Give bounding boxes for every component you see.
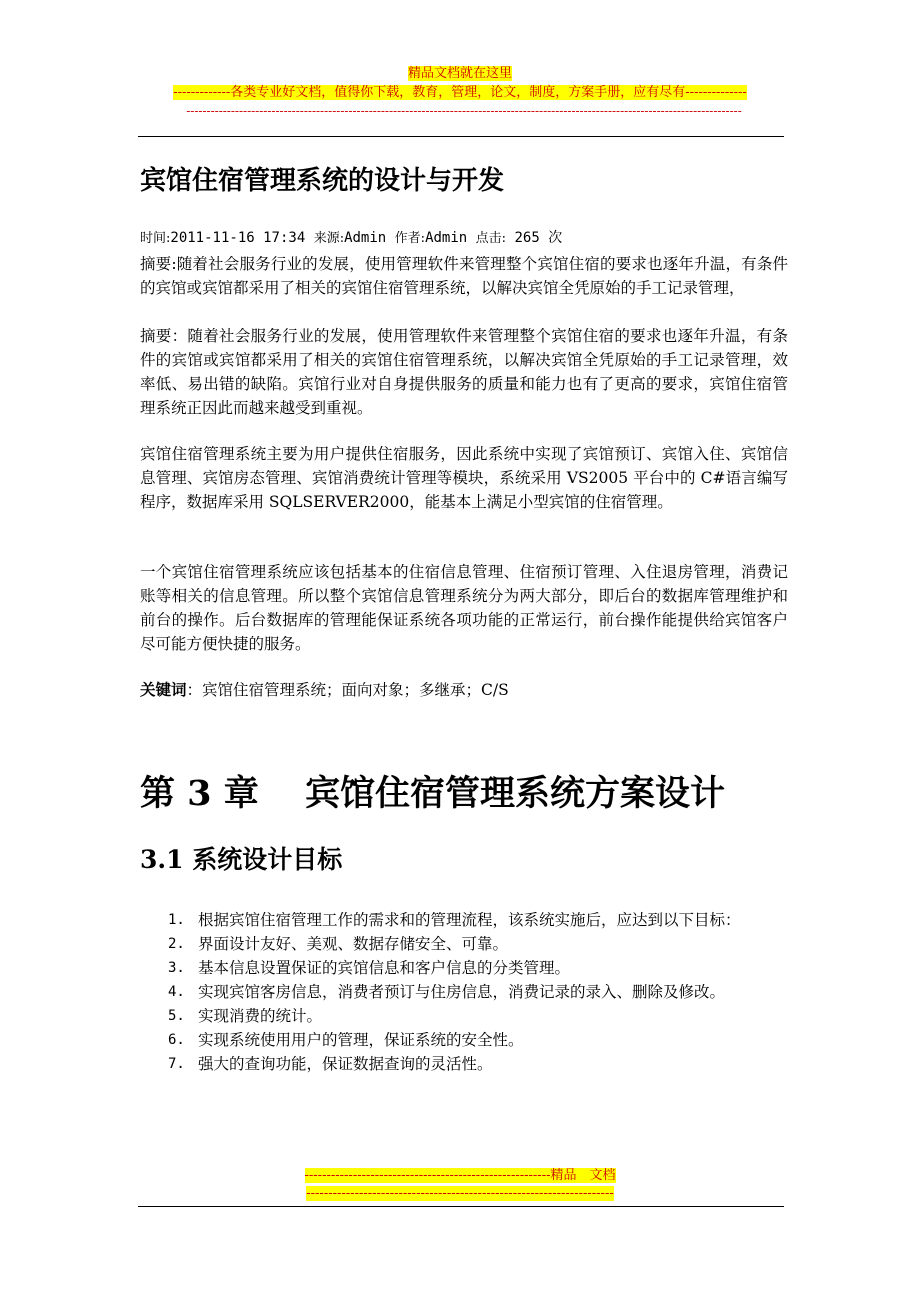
list-item-number: 1. <box>168 912 185 928</box>
abstract-short: 摘要:随着社会服务行业的发展，使用管理软件来管理整个宾馆住宿的要求也逐年升温，有条件的宾馆或宾馆都采用了相关的宾馆住宿管理系统，以解决宾馆全凭原始的手工记录管理， <box>140 255 788 297</box>
footer-banner-line1 <box>0 1168 920 1184</box>
list-item <box>140 1004 788 1028</box>
header-banner-slogan <box>0 85 920 101</box>
list-item <box>140 932 788 956</box>
list-item-number: 6. <box>168 1032 185 1048</box>
list-item-number: 4. <box>168 984 185 1000</box>
meta-clicks-label: 点击: <box>475 231 507 246</box>
list-item <box>140 980 788 1004</box>
keywords-line <box>140 678 788 702</box>
keywords-label: 关键词 <box>140 680 187 699</box>
header-banner-title <box>0 66 920 82</box>
meta-author-label: 作者: <box>394 231 426 246</box>
meta-author: Admin <box>425 230 468 246</box>
list-item-number: 2. <box>168 936 185 952</box>
meta-source-label: 来源: <box>313 231 345 246</box>
list-item <box>140 956 788 980</box>
paragraph-system-overview: 宾馆住宿管理系统主要为用户提供住宿服务，因此系统中实现了宾馆预订、宾馆入住、宾馆信息管理、宾馆房态管理、宾馆消费统计管理等模块，系统采用 VS2005 平台中的 C#语言编写程序，数据库采用 SQLSERVER2000，能基本上满足小型宾馆的住宿管理。 <box>140 445 788 511</box>
list-item-text: 根据宾馆住宿管理工作的需求和的管理流程，该系统实施后，应达到以下目标： <box>198 911 741 929</box>
header-banner-title-text: 精品文档就在这里 <box>407 66 512 81</box>
article-meta <box>140 228 562 249</box>
list-item-text: 实现消费的统计。 <box>198 1007 323 1025</box>
meta-source: Admin <box>344 230 387 246</box>
header-dash-line: ----------------------------------------------------------------------------------------------------------------------------------------- <box>186 104 742 118</box>
list-item-number: 5. <box>168 1008 185 1024</box>
paragraph-system-structure: 一个宾馆住宿管理系统应该包括基本的住宿信息管理、住宿预订管理、入住退房管理，消费记账等相关的信息管理。所以整个宾馆信息管理系统分为两大部分，即后台的数据库管理维护和前台的操作。后台数据库的管理能保证系统各项功能的正常运行，前台操作能提供给宾馆客户尽可能方便快捷的服务。 <box>140 563 788 653</box>
footer-banner-line2 <box>0 1186 920 1202</box>
chapter-name: 宾馆住宿管理系统方案设计 <box>305 773 726 814</box>
list-item-text: 实现宾馆客房信息，消费者预订与住房信息，消费记录的录入、删除及修改。 <box>198 983 726 1001</box>
meta-clicks: 265 次 <box>514 230 563 246</box>
list-item-number: 3. <box>168 960 185 976</box>
meta-time: 2011-11-16 17:34 <box>170 230 306 246</box>
list-item-text: 强大的查询功能，保证数据查询的灵活性。 <box>198 1055 493 1073</box>
chapter-title <box>140 770 725 818</box>
chapter-number: 第 3 章 <box>140 773 259 814</box>
list-item-number: 7. <box>168 1056 185 1072</box>
list-item <box>140 1028 788 1052</box>
keywords-text: ：宾馆住宿管理系统；面向对象；多继承；C/S <box>186 681 509 699</box>
design-goals-list <box>140 908 788 1076</box>
list-item <box>140 1052 788 1076</box>
list-item-text: 基本信息设置保证的宾馆信息和客户信息的分类管理。 <box>198 959 571 977</box>
header-rule <box>138 136 784 137</box>
meta-time-label: 时间: <box>140 231 171 246</box>
list-item-text: 实现系统使用用户的管理，保证系统的安全性。 <box>198 1031 524 1049</box>
header-banner-slogan-text: -------------各类专业好文档，值得你下载，教育，管理，论文，制度，方案手册，应有尽有-------------- <box>173 85 747 100</box>
document-title: 宾馆住宿管理系统的设计与开发 <box>140 166 505 196</box>
footer-banner-line2-text: ---------------------------------------------------------------------- <box>306 1186 614 1201</box>
abstract-full: 摘要：随着社会服务行业的发展，使用管理软件来管理整个宾馆住宿的要求也逐年升温，有条件的宾馆或宾馆都采用了相关的宾馆住宿管理系统，以解决宾馆全凭原始的手工记录管理，效率低、易出错的缺陷。宾馆行业对自身提供服务的质量和能力也有了更高的要求，宾馆住宿管理系统正因此而越来越受到重视。 <box>140 327 788 417</box>
footer-banner-line1-text: --------------------------------------------------------精品 文档 <box>304 1168 616 1183</box>
footer-rule <box>138 1206 784 1207</box>
list-item <box>140 908 788 932</box>
section-title: 3.1 系统设计目标 <box>140 845 343 874</box>
list-item-text: 界面设计友好、美观、数据存储安全、可靠。 <box>198 935 509 953</box>
